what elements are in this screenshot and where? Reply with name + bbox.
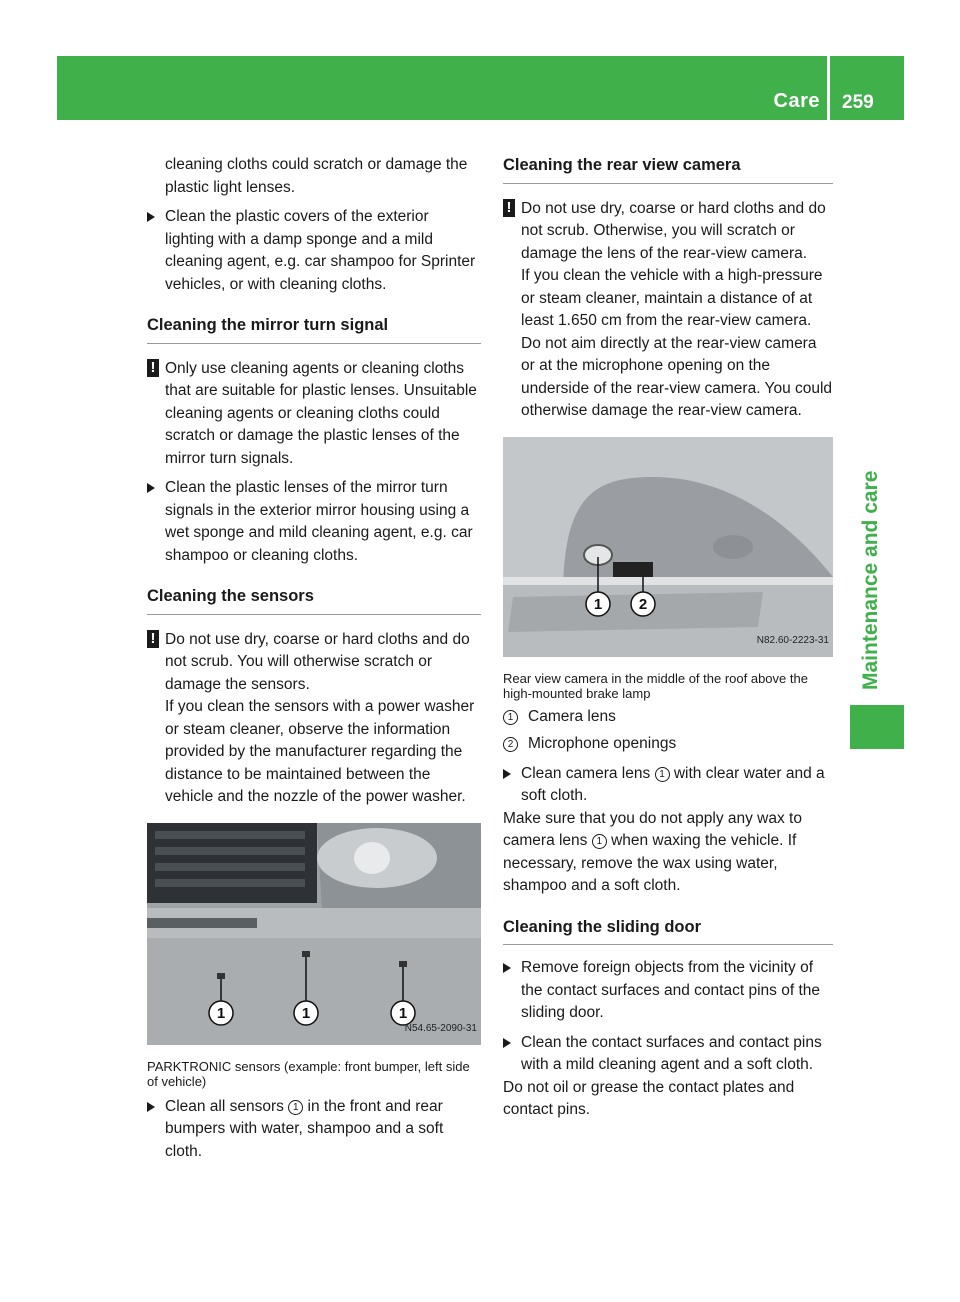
camera-illustration (503, 437, 833, 657)
step-text: in the front and rear bumpers with water, shampoo and a soft cloth. (165, 1097, 444, 1160)
callout-1: 1 (593, 595, 603, 613)
page-number: 259 (842, 92, 874, 113)
warning-text: Do not use dry, coarse or hard cloths and do not scrub. Otherwise, you will scratch or damage the lens of the rear-view camera. (521, 199, 826, 262)
warning-icon: ! (147, 359, 159, 377)
paragraph-text: Make sure that you do not apply any wax to camera lens (503, 809, 802, 849)
step-arrow-icon (147, 1102, 155, 1112)
instruction-step (503, 1032, 833, 1077)
warning-icon: ! (503, 199, 515, 217)
step-text: Clean the contact surfaces and contact pins with a mild cleaning agent and a soft cloth. (521, 1033, 822, 1073)
step-text: Clean the plastic covers of the exterior lighting with a damp sponge and a mild cleaning agent, e.g. car shampoo for Sprinter vehicles, or with cleaning cloths. (165, 208, 476, 293)
paragraph-text: when waxing the vehicle. If necessary, remove the wax using water, shampoo and a soft cloth. (503, 832, 797, 894)
step-arrow-icon (503, 1038, 511, 1048)
figure-caption: PARKTRONIC sensors (example: front bumper, left side of vehicle) (147, 1058, 470, 1089)
paragraph (503, 808, 833, 898)
heading-mirror-turn-signal: Cleaning the mirror turn signal (147, 314, 481, 344)
callout-2: 2 (638, 595, 648, 613)
legend-text: Camera lens (528, 707, 616, 725)
legend-item (503, 706, 833, 729)
callout-number-icon: 1 (288, 1100, 303, 1115)
step-text: Remove foreign objects from the vicinity of the contact surfaces and contact pins of the sliding door. (521, 959, 820, 1021)
step-text: Clean camera lens (521, 764, 651, 782)
step-arrow-icon (503, 963, 511, 973)
side-tab-block (850, 705, 904, 749)
callout-number-icon: 1 (592, 834, 607, 849)
callout-number-icon: 1 (503, 710, 518, 725)
heading-rear-view-camera: Cleaning the rear view camera (503, 154, 833, 184)
instruction-step (147, 1096, 481, 1164)
section-title: Care (773, 90, 820, 112)
left-column (147, 154, 481, 1163)
instruction-step (503, 763, 833, 808)
warning-text-2: If you clean the sensors with a power washer or steam cleaner, observe the information provided by the manufacturer regarding the distance to be maintained between the vehicle and the nozzle of the power washer. (165, 698, 475, 805)
callout-1: 1 (398, 1004, 408, 1022)
side-tab-label: Maintenance and care (859, 470, 882, 690)
heading-sliding-door: Cleaning the sliding door (503, 916, 833, 946)
step-text: with clear water and a soft cloth. (521, 764, 825, 804)
instruction-step (147, 206, 481, 296)
header-bar (57, 56, 827, 120)
warning-sensors (147, 629, 481, 809)
instruction-step (147, 477, 481, 567)
step-arrow-icon (503, 769, 511, 779)
callout-1: 1 (301, 1004, 311, 1022)
bumper-illustration (147, 823, 481, 1045)
legend-text: Microphone openings (528, 735, 677, 752)
warning-camera (503, 198, 833, 423)
step-arrow-icon (147, 212, 155, 222)
warning-icon: ! (147, 630, 159, 648)
continued-text: cleaning cloths could scratch or damage the plastic light lenses. (165, 156, 468, 196)
warning-text-2: If you clean the vehicle with a high-pressure or steam cleaner, maintain a distance of at least 1.650 cm from the rear-view camera. Do not aim directly at the rear-view camera or at the microphone opening on the underside of the rear-view camera. You could otherwise damage the rear-view camera. (521, 267, 833, 419)
callout-number-icon: 2 (503, 737, 518, 752)
warning-text: Do not use dry, coarse or hard cloths and do not scrub. You will otherwise scratch or damage the sensors. (165, 630, 470, 693)
step-arrow-icon (147, 483, 155, 493)
image-code: N82.60-2223-31 (756, 635, 829, 646)
parktronic-sensors-photo (147, 823, 481, 1045)
image-code: N54.65-2090-31 (404, 1023, 477, 1034)
step-text: Clean the plastic lenses of the mirror turn signals in the exterior mirror housing using a wet sponge and mild cleaning agent, e.g. car shampoo or cleaning cloths. (165, 479, 473, 564)
callout-1: 1 (216, 1004, 226, 1022)
callout-number-icon: 1 (655, 767, 670, 782)
paragraph: Do not oil or grease the contact plates and contact pins. (503, 1078, 795, 1118)
header-separator (827, 56, 830, 120)
step-text: Clean all sensors (165, 1097, 284, 1115)
right-column (503, 154, 833, 1122)
rear-camera-photo (503, 437, 833, 657)
figure-caption: Rear view camera in the middle of the roof above the high-mounted brake lamp (503, 670, 808, 701)
warning-text: Only use cleaning agents or cleaning cloths that are suitable for plastic lenses. Unsuitable cleaning agents or cleaning cloths could scratch or damage the plastic lenses of the mirror turn signals. (165, 359, 477, 467)
instruction-step (503, 957, 833, 1025)
heading-sensors: Cleaning the sensors (147, 585, 481, 615)
warning-mirror (147, 358, 481, 471)
legend-item (503, 733, 833, 756)
